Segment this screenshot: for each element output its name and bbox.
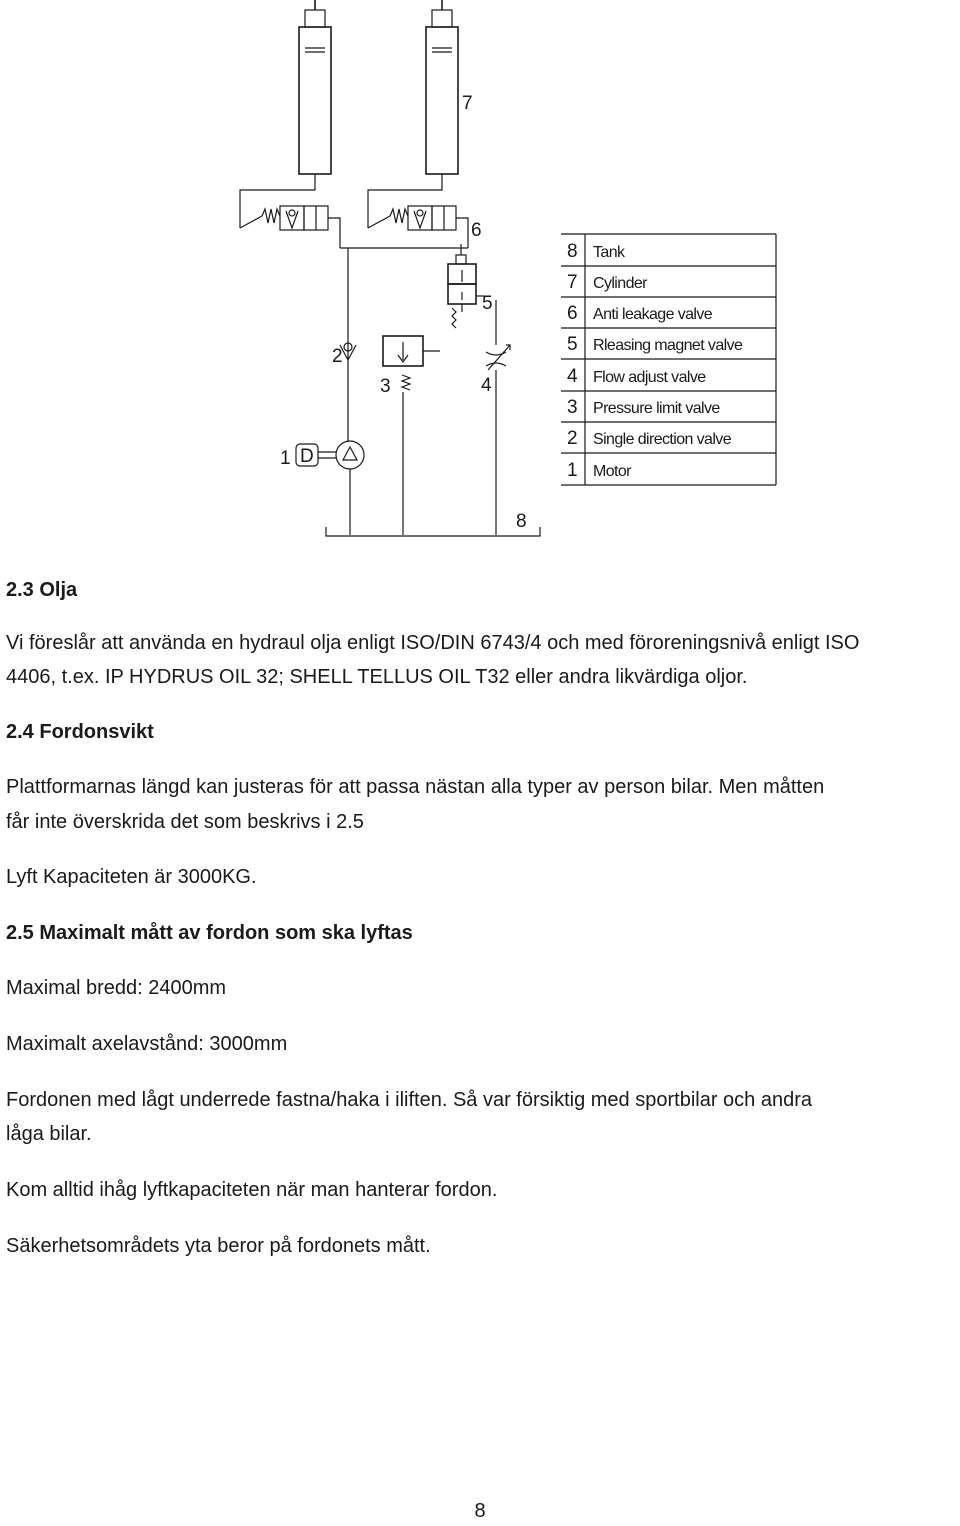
- tank: [326, 527, 540, 536]
- label-2: 2: [332, 346, 343, 367]
- parts-row-num: 2: [567, 428, 578, 449]
- max-axle-text: Maximalt axelavstånd: 3000mm: [6, 1033, 288, 1055]
- heading-maximalt: 2.5 Maximalt mått av fordon som ska lyftas: [6, 922, 413, 944]
- fordonsvikt-text-line-1: Plattformarnas längd kan justeras för att passa nästan alla typer av person bilar. Men måtten: [6, 776, 825, 798]
- safety-area-text: Säkerhetsområdets yta beror på fordonets mått.: [6, 1235, 431, 1257]
- label-4: 4: [481, 375, 492, 396]
- parts-row-name: Cylinder: [593, 275, 647, 292]
- remember-capacity-text: Kom alltid ihåg lyftkapaciteten när man hanterar fordon.: [6, 1179, 498, 1201]
- cylinder-left: [299, 0, 331, 174]
- parts-row-name: Flow adjust valve: [593, 369, 706, 386]
- parts-row-num: 3: [567, 397, 578, 418]
- label-7: 7: [462, 93, 473, 114]
- parts-row-num: 7: [567, 272, 578, 293]
- low-vehicle-text-line-1: Fordonen med lågt underrede fastna/haka i iliften. Så var försiktig med sportbilar och andra: [6, 1089, 812, 1111]
- low-vehicle-text-line-2: låga bilar.: [6, 1123, 92, 1145]
- parts-row-name: Motor: [593, 463, 631, 480]
- parts-row-name: Single direction valve: [593, 431, 731, 448]
- label-8: 8: [516, 511, 527, 532]
- parts-row-num: 5: [567, 334, 578, 355]
- parts-table: [561, 234, 776, 485]
- max-width-text: Maximal bredd: 2400mm: [6, 977, 227, 999]
- fordonsvikt-text-line-2: får inte överskrida det som beskrivs i 2.5: [6, 811, 364, 833]
- motor: [296, 441, 364, 469]
- parts-row-name: Rleasing magnet valve: [593, 337, 743, 354]
- hydraulic-schematic: [0, 0, 960, 560]
- parts-row-name: Anti leakage valve: [593, 306, 713, 323]
- parts-row-name: Pressure limit valve: [593, 400, 720, 417]
- heading-fordonsvikt: 2.4 Fordonsvikt: [6, 721, 154, 743]
- page-number: 8: [474, 1500, 486, 1522]
- capacity-text: Lyft Kapaciteten är 3000KG.: [6, 866, 257, 888]
- olja-text-line-2: 4406, t.ex. IP HYDRUS OIL 32; SHELL TELLUS OIL T32 eller andra likvärdiga oljor.: [6, 666, 748, 688]
- parts-row-num: 4: [567, 366, 578, 387]
- label-3: 3: [380, 376, 391, 397]
- parts-row-name: Tank: [593, 244, 625, 261]
- parts-row-num: 8: [567, 241, 578, 262]
- parts-row-num: 6: [567, 303, 578, 324]
- releasing-magnet-valve: [448, 244, 484, 328]
- anti-leakage-valve-left: [240, 206, 340, 248]
- heading-olja: 2.3 Olja: [6, 579, 78, 601]
- label-1: 1: [280, 448, 291, 469]
- olja-text-line-1: Vi föreslår att använda en hydraul olja enligt ISO/DIN 6743/4 och med föroreningsnivå enligt ISO: [6, 632, 860, 654]
- motor-letter: D: [300, 446, 314, 467]
- label-6: 6: [471, 220, 482, 241]
- cylinder-right: [426, 0, 458, 174]
- anti-leakage-valve-right: [368, 206, 468, 248]
- label-5: 5: [482, 293, 493, 314]
- pressure-limit-valve: [383, 336, 440, 390]
- parts-row-num: 1: [567, 460, 578, 481]
